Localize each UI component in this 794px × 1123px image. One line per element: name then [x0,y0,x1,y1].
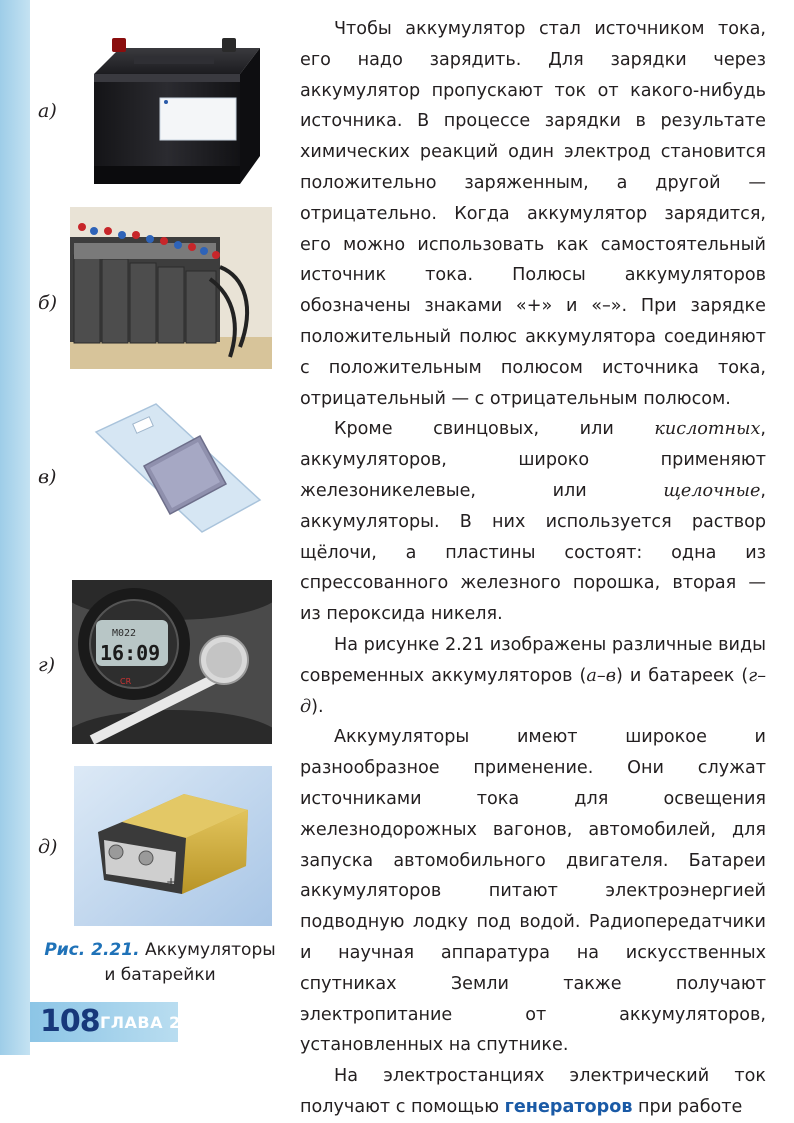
paragraph-5: На электростанциях электрический ток получают с помощью генераторов при работе [300,1066,766,1117]
term-acid: кислотных [654,419,761,440]
figure-ref-g-d: г–д [300,665,766,717]
paragraph-1: Чтобы аккумулятор стал источником тока, его надо зарядить. Для зарядки через аккумулятор пропускают ток от какого-нибудь источника. В процессе зарядки в результате химических реакций один электрод становится положительно заряженным, а другой — отрицательно. Когда аккумулятор зарядится, его можно использовать как самостоятельный источник тока. Полюсы аккумуляторов обозначены знаками «+» и «–». При зарядке положительный полюс аккумулятора соединяют с положительным полюсом источника тока, отрицательный — с отрицательным полюсом. [300,19,766,409]
figure-caption-number: Рис. 2.21. [44,940,140,960]
margin-stripe [0,0,30,1055]
figure-label-g: г) [38,654,56,676]
watch-coin-cell-photo [72,580,272,744]
figure-label-d: д) [38,836,58,858]
paragraph-2: Кроме свинцовых, или кислотных, аккумуляторов, широко применяют железоникелевые, или щелочные, аккумуляторы. В них используется раствор щёлочи, а пластины состоят: одна из спрессованного железного порошка, вторая — из пероксида никеля. [300,419,766,625]
body-text [300,14,766,1123]
figure-ref-a-v: а–в [586,665,616,686]
figure-caption-line-1: Аккумуляторы [144,940,276,960]
figure-caption-line-2: и батарейки [104,965,216,985]
phone-battery-photo [74,392,272,554]
svg-text:+: + [166,875,177,889]
page-number: 108 [40,1004,100,1039]
car-battery-photo [72,16,272,196]
paragraph-3: На рисунке 2.21 изображены различные виды современных аккумуляторов (а–в) и батареек (г–д). [300,634,766,717]
paragraph-4: Аккумуляторы имеют широкое и разнообразное применение. Они служат источниками тока для освещения железнодорожных вагонов, автомобилей, для запуска автомобильного двигателя. Батареи аккумуляторов питают электроэнергией подводную лодку под водой. Радиопередатчики и научная аппаратура на искусственных спутниках Земли также получают электропитание от аккумуляторов, установленных на спутнике. [300,727,766,1056]
term-alkaline: щелочные [663,480,761,501]
term-generators: генераторов [504,1096,633,1117]
figure-label-v: в) [38,466,57,488]
watch-brand-text: CR [120,677,132,686]
figure-caption [40,938,280,988]
battery-bank-photo [70,207,272,369]
watch-time-readout: 16:09 [100,641,161,665]
figure-label-a: а) [38,100,57,122]
figure-label-b: б) [38,292,58,314]
nine-volt-battery-photo [74,766,272,926]
chapter-label: ГЛАВА 2 [100,1013,181,1032]
watch-top-readout: M022 [112,628,137,639]
